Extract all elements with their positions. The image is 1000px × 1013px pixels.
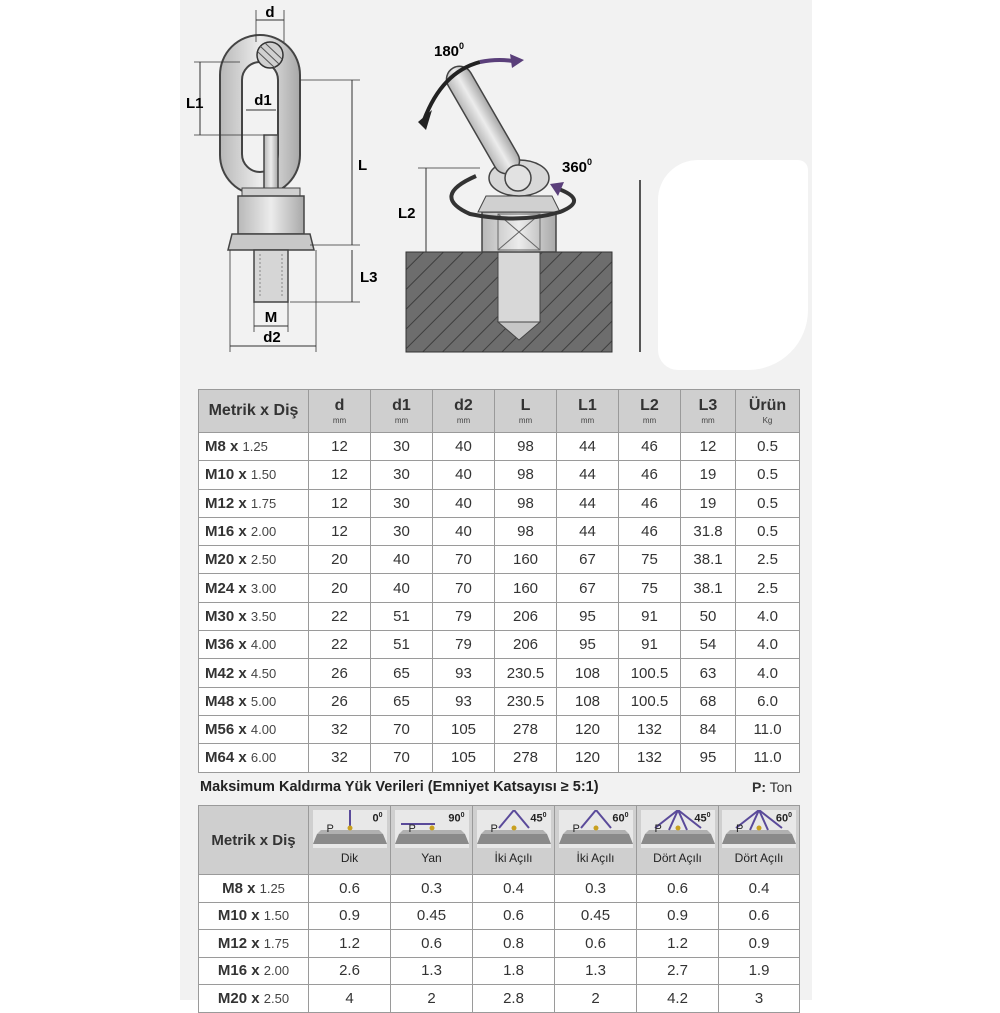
spec-header-label: L2 xyxy=(640,397,659,414)
spec-header-label: L xyxy=(520,397,531,414)
table-row xyxy=(199,574,800,602)
table-cell: 51 xyxy=(371,631,433,659)
table-cell: 79 xyxy=(433,631,495,659)
spec-header-7 xyxy=(681,390,736,433)
table-cell: 230.5 xyxy=(495,687,557,715)
table-row xyxy=(199,546,800,574)
load-header-5 xyxy=(719,806,800,875)
table-cell: 132 xyxy=(619,744,681,772)
metric-size: M48 xyxy=(205,692,235,710)
spec-header-label: L3 xyxy=(698,397,718,414)
table-cell: 70 xyxy=(433,574,495,602)
table-cell: 51 xyxy=(371,602,433,630)
spec-header-unit: mm xyxy=(394,416,409,425)
spec-header-5 xyxy=(557,390,619,433)
metric-cell xyxy=(199,875,309,903)
lifting-mode-label: İki Açılı xyxy=(576,851,615,865)
table-cell: 0.5 xyxy=(736,461,800,489)
table-cell: 4.0 xyxy=(736,659,800,687)
table-cell: 0.6 xyxy=(391,930,473,958)
spec-header-label: d1 xyxy=(392,397,411,414)
table-cell: 95 xyxy=(681,744,736,772)
angle-label: $60^0$ xyxy=(775,812,792,825)
table-cell: 1.3 xyxy=(391,957,473,985)
table-cell: 40 xyxy=(433,433,495,461)
label-M: M xyxy=(264,309,278,326)
table-cell: 12 xyxy=(309,517,371,545)
table-row xyxy=(199,875,800,903)
metric-x: x xyxy=(238,579,247,597)
table-cell: 0.5 xyxy=(736,517,800,545)
table-cell: 1.8 xyxy=(473,957,555,985)
spec-header-8 xyxy=(736,390,800,433)
label-L2: L2 xyxy=(398,205,416,222)
table-cell: 98 xyxy=(495,461,557,489)
metric-cell xyxy=(199,957,309,985)
lifting-diagram-icon xyxy=(722,810,796,848)
table-cell: 44 xyxy=(557,517,619,545)
load-symbol: P xyxy=(572,823,580,835)
table-cell: 26 xyxy=(309,687,371,715)
table-cell: 75 xyxy=(619,574,681,602)
table-cell: 40 xyxy=(371,546,433,574)
metric-pitch: 5.00 xyxy=(250,693,277,709)
metric-cell xyxy=(199,715,309,743)
table-cell: 100.5 xyxy=(619,659,681,687)
lifting-mode-label: Dört Açılı xyxy=(653,851,702,865)
spec-header-unit: Kg xyxy=(762,416,773,425)
table-cell: 120 xyxy=(557,744,619,772)
table-cell: 12 xyxy=(309,461,371,489)
metric-pitch: 1.25 xyxy=(259,880,285,896)
table-cell: 22 xyxy=(309,631,371,659)
table-cell: 0.8 xyxy=(473,930,555,958)
metric-x: x xyxy=(238,664,247,682)
table-cell: 278 xyxy=(495,744,557,772)
metric-pitch: 2.00 xyxy=(263,963,290,979)
metric-size: M8 xyxy=(222,879,243,897)
metric-cell xyxy=(199,433,309,461)
metric-cell xyxy=(199,489,309,517)
table-cell: 1.2 xyxy=(637,930,719,958)
metric-size: M10 xyxy=(205,466,235,484)
table-cell: 67 xyxy=(557,574,619,602)
table-cell: 0.4 xyxy=(473,875,555,903)
metric-pitch: 1.50 xyxy=(250,467,277,483)
table-cell: 0.9 xyxy=(719,930,800,958)
table-cell: 0.45 xyxy=(555,902,637,930)
table-cell: 65 xyxy=(371,659,433,687)
metric-x: x xyxy=(238,607,247,625)
metric-pitch: 2.50 xyxy=(263,990,290,1006)
table-cell: 12 xyxy=(309,433,371,461)
table-cell: 54 xyxy=(681,631,736,659)
label-L3: L3 xyxy=(360,269,378,286)
table-cell: 6.0 xyxy=(736,687,800,715)
table-cell: 65 xyxy=(371,687,433,715)
metric-size: M20 xyxy=(205,551,235,569)
metric-x: x xyxy=(251,934,260,952)
metric-cell xyxy=(199,687,309,715)
table-row xyxy=(199,957,800,985)
angle-label: $45^0$ xyxy=(694,812,711,825)
metric-size: M42 xyxy=(205,664,235,682)
metric-pitch: 2.50 xyxy=(250,552,277,568)
table-cell: 3 xyxy=(719,985,800,1013)
angle-label: $0^0$ xyxy=(372,812,383,825)
table-cell: 105 xyxy=(433,715,495,743)
table-cell: 30 xyxy=(371,433,433,461)
metric-x: x xyxy=(251,989,260,1007)
table-cell: 70 xyxy=(433,546,495,574)
metric-cell xyxy=(199,631,309,659)
spec-header-label: d xyxy=(334,397,345,414)
metric-size: M8 xyxy=(205,438,226,456)
metric-size: M10 xyxy=(217,907,248,925)
table-cell: 32 xyxy=(309,744,371,772)
metric-size: M20 xyxy=(217,989,248,1007)
table-row xyxy=(199,631,800,659)
table-cell: 4.0 xyxy=(736,602,800,630)
spec-header-0 xyxy=(199,390,309,433)
metric-cell xyxy=(199,930,309,958)
table-cell: 2.7 xyxy=(637,957,719,985)
spec-header-label: d2 xyxy=(454,397,473,414)
table-cell: 0.3 xyxy=(555,875,637,903)
load-symbol: P xyxy=(326,823,334,835)
table-cell: 0.6 xyxy=(309,875,391,903)
dimensions-body xyxy=(199,433,800,773)
metric-x: x xyxy=(238,749,247,767)
metric-x: x xyxy=(251,962,260,980)
metric-cell xyxy=(199,659,309,687)
table-cell: 38.1 xyxy=(681,546,736,574)
table-cell: 105 xyxy=(433,744,495,772)
angle-label: $45^0$ xyxy=(530,812,547,825)
label-360: $360^0$ xyxy=(562,157,593,176)
table-cell: 30 xyxy=(371,517,433,545)
table-cell: 95 xyxy=(557,602,619,630)
table-cell: 0.3 xyxy=(391,875,473,903)
table-row xyxy=(199,602,800,630)
metric-size: M30 xyxy=(205,607,235,625)
metric-size: M12 xyxy=(217,934,248,952)
table-cell: 0.6 xyxy=(637,875,719,903)
table-cell: 20 xyxy=(309,574,371,602)
metric-x: x xyxy=(238,721,247,739)
table-cell: 30 xyxy=(371,489,433,517)
metric-x: x xyxy=(251,907,260,925)
table-cell: 98 xyxy=(495,433,557,461)
table-cell: 100.5 xyxy=(619,687,681,715)
table-cell: 26 xyxy=(309,659,371,687)
table-cell: 95 xyxy=(557,631,619,659)
eyebolt-front-view xyxy=(186,4,378,352)
metric-pitch: 6.00 xyxy=(250,750,277,766)
metric-cell xyxy=(199,517,309,545)
table-cell: 12 xyxy=(309,489,371,517)
load-header-3 xyxy=(555,806,637,875)
metric-x: x xyxy=(238,551,247,569)
table-cell: 44 xyxy=(557,433,619,461)
table-cell: 206 xyxy=(495,631,557,659)
load-symbol: P xyxy=(654,823,662,835)
load-header-0 xyxy=(309,806,391,875)
spec-header-label: Metrik x Diş xyxy=(208,402,299,419)
metric-x: x xyxy=(238,692,247,710)
spec-header-4 xyxy=(495,390,557,433)
metric-cell xyxy=(199,985,309,1013)
table-cell: 93 xyxy=(433,659,495,687)
metric-cell xyxy=(199,602,309,630)
table-cell: 22 xyxy=(309,602,371,630)
table-cell: 31.8 xyxy=(681,517,736,545)
metric-pitch: 1.25 xyxy=(242,439,268,455)
metric-x: x xyxy=(238,466,247,484)
table-cell: 132 xyxy=(619,715,681,743)
metric-pitch: 4.00 xyxy=(250,637,277,653)
metric-size: M16 xyxy=(217,962,248,980)
metric-x: x xyxy=(230,438,239,456)
load-symbol: P xyxy=(736,823,744,835)
load-symbol: P xyxy=(408,823,416,835)
dimensions-header-row xyxy=(199,390,800,433)
table-cell: 30 xyxy=(371,461,433,489)
metric-pitch: 3.50 xyxy=(250,608,277,624)
table-cell: 84 xyxy=(681,715,736,743)
spec-header-6 xyxy=(619,390,681,433)
label-180: $180^0$ xyxy=(434,41,465,60)
table-cell: 11.0 xyxy=(736,715,800,743)
table-cell: 63 xyxy=(681,659,736,687)
table-cell: 0.5 xyxy=(736,433,800,461)
load-symbol: P xyxy=(490,823,498,835)
table-cell: 0.4 xyxy=(719,875,800,903)
table-row xyxy=(199,433,800,461)
spec-header-unit: mm xyxy=(701,416,715,425)
metric-pitch: 1.75 xyxy=(263,935,290,951)
angle-label: $90^0$ xyxy=(448,812,465,825)
table-cell: 11.0 xyxy=(736,744,800,772)
spec-header-unit: mm xyxy=(580,416,595,425)
table-cell: 206 xyxy=(495,602,557,630)
angle-label: $60^0$ xyxy=(612,812,629,825)
table-cell: 46 xyxy=(619,461,681,489)
table-cell: 120 xyxy=(557,715,619,743)
table-cell: 46 xyxy=(619,489,681,517)
spec-header-unit: mm xyxy=(456,416,471,425)
lifting-diagram-icon xyxy=(641,810,715,848)
spec-header-2 xyxy=(371,390,433,433)
table-row xyxy=(199,715,800,743)
load-body xyxy=(199,875,800,1013)
load-unit-note: P: Ton xyxy=(752,779,793,795)
table-cell: 46 xyxy=(619,517,681,545)
table-cell: 38.1 xyxy=(681,574,736,602)
spec-header-label: Ürün xyxy=(748,397,787,414)
table-cell: 70 xyxy=(371,715,433,743)
metric-pitch: 3.00 xyxy=(250,580,277,596)
load-header-4 xyxy=(637,806,719,875)
metric-x: x xyxy=(238,636,247,654)
table-cell: 278 xyxy=(495,715,557,743)
load-table xyxy=(198,805,800,1013)
table-row xyxy=(199,744,800,772)
load-header-row xyxy=(199,806,800,875)
table-cell: 50 xyxy=(681,602,736,630)
table-cell: 2 xyxy=(391,985,473,1013)
table-row xyxy=(199,489,800,517)
lifting-mode-label: Dört Açılı xyxy=(734,851,784,865)
lifting-diagram-icon xyxy=(395,810,469,848)
metric-cell xyxy=(199,574,309,602)
table-cell: 1.9 xyxy=(719,957,800,985)
table-cell: 2.5 xyxy=(736,546,800,574)
table-cell: 0.45 xyxy=(391,902,473,930)
metric-size: M56 xyxy=(205,721,235,739)
metric-size: M64 xyxy=(205,749,235,767)
metric-pitch: 1.75 xyxy=(250,495,277,511)
metric-x: x xyxy=(238,494,247,512)
table-cell: 68 xyxy=(681,687,736,715)
spec-header-unit: mm xyxy=(642,416,657,425)
metric-pitch: 4.00 xyxy=(250,722,277,738)
table-cell: 0.6 xyxy=(555,930,637,958)
table-cell: 108 xyxy=(557,687,619,715)
table-row xyxy=(199,985,800,1013)
metric-cell xyxy=(199,546,309,574)
spec-header-label: L1 xyxy=(578,397,597,414)
table-cell: 79 xyxy=(433,602,495,630)
load-header-1 xyxy=(391,806,473,875)
metric-pitch: 4.50 xyxy=(250,665,277,681)
table-cell: 75 xyxy=(619,546,681,574)
metric-cell xyxy=(199,902,309,930)
table-cell: 20 xyxy=(309,546,371,574)
table-cell: 2.8 xyxy=(473,985,555,1013)
table-row xyxy=(199,517,800,545)
metric-cell xyxy=(199,461,309,489)
table-cell: 98 xyxy=(495,489,557,517)
table-cell: 0.5 xyxy=(736,489,800,517)
table-cell: 0.6 xyxy=(719,902,800,930)
lifting-mode-label: Yan xyxy=(421,851,442,865)
table-cell: 4.2 xyxy=(637,985,719,1013)
table-cell: 46 xyxy=(619,433,681,461)
table-cell: 108 xyxy=(557,659,619,687)
label-L1: L1 xyxy=(186,95,204,112)
load-section-title: Maksimum Kaldırma Yük Verileri (Emniyet Katsayısı ≥ 5:1) xyxy=(200,779,599,795)
table-cell: 12 xyxy=(681,433,736,461)
table-cell: 93 xyxy=(433,687,495,715)
lifting-diagram-icon xyxy=(477,810,551,848)
table-cell: 160 xyxy=(495,546,557,574)
table-row xyxy=(199,461,800,489)
lifting-diagram-icon xyxy=(559,810,633,848)
label-d1: d1 xyxy=(254,92,272,109)
table-cell: 32 xyxy=(309,715,371,743)
lifting-mode-label: Dik xyxy=(340,851,359,865)
table-cell: 2 xyxy=(555,985,637,1013)
table-cell: 2.5 xyxy=(736,574,800,602)
table-cell: 4.0 xyxy=(736,631,800,659)
table-row xyxy=(199,687,800,715)
table-row xyxy=(199,659,800,687)
load-header-metric: Metrik x Diş xyxy=(199,806,309,875)
table-row xyxy=(199,902,800,930)
metric-x: x xyxy=(247,879,256,897)
spec-header-1 xyxy=(309,390,371,433)
metric-size: M36 xyxy=(205,636,235,654)
metric-cell xyxy=(199,744,309,772)
table-cell: 91 xyxy=(619,602,681,630)
table-cell: 40 xyxy=(433,489,495,517)
metric-size: M16 xyxy=(205,523,235,541)
metric-x: x xyxy=(238,523,247,541)
table-cell: 98 xyxy=(495,517,557,545)
table-cell: 67 xyxy=(557,546,619,574)
dimensions-table xyxy=(198,389,800,773)
eyebolt-side-view xyxy=(398,41,640,352)
table-cell: 44 xyxy=(557,461,619,489)
label-L: L xyxy=(358,157,368,174)
table-cell: 0.9 xyxy=(309,902,391,930)
metric-size: M24 xyxy=(205,579,235,597)
table-cell: 44 xyxy=(557,489,619,517)
table-cell: 40 xyxy=(433,517,495,545)
metric-size: M12 xyxy=(205,494,235,512)
table-cell: 160 xyxy=(495,574,557,602)
label-d: d xyxy=(265,4,275,21)
table-cell: 19 xyxy=(681,461,736,489)
table-cell: 40 xyxy=(433,461,495,489)
table-cell: 2.6 xyxy=(309,957,391,985)
table-cell: 1.2 xyxy=(309,930,391,958)
table-cell: 4 xyxy=(309,985,391,1013)
table-cell: 0.9 xyxy=(637,902,719,930)
table-cell: 70 xyxy=(371,744,433,772)
table-cell: 40 xyxy=(371,574,433,602)
spec-header-unit: mm xyxy=(332,416,347,425)
metric-pitch: 1.50 xyxy=(263,908,290,924)
table-cell: 0.6 xyxy=(473,902,555,930)
table-cell: 230.5 xyxy=(495,659,557,687)
lifting-diagram-icon xyxy=(313,810,387,848)
label-d2: d2 xyxy=(263,329,281,346)
spec-header-unit: mm xyxy=(518,416,533,425)
table-cell: 1.3 xyxy=(555,957,637,985)
table-cell: 91 xyxy=(619,631,681,659)
metric-pitch: 2.00 xyxy=(250,524,277,540)
lifting-mode-label: İki Açılı xyxy=(494,851,533,865)
spec-header-3 xyxy=(433,390,495,433)
blank-area xyxy=(658,160,808,370)
load-header-2 xyxy=(473,806,555,875)
table-row xyxy=(199,930,800,958)
table-cell: 19 xyxy=(681,489,736,517)
